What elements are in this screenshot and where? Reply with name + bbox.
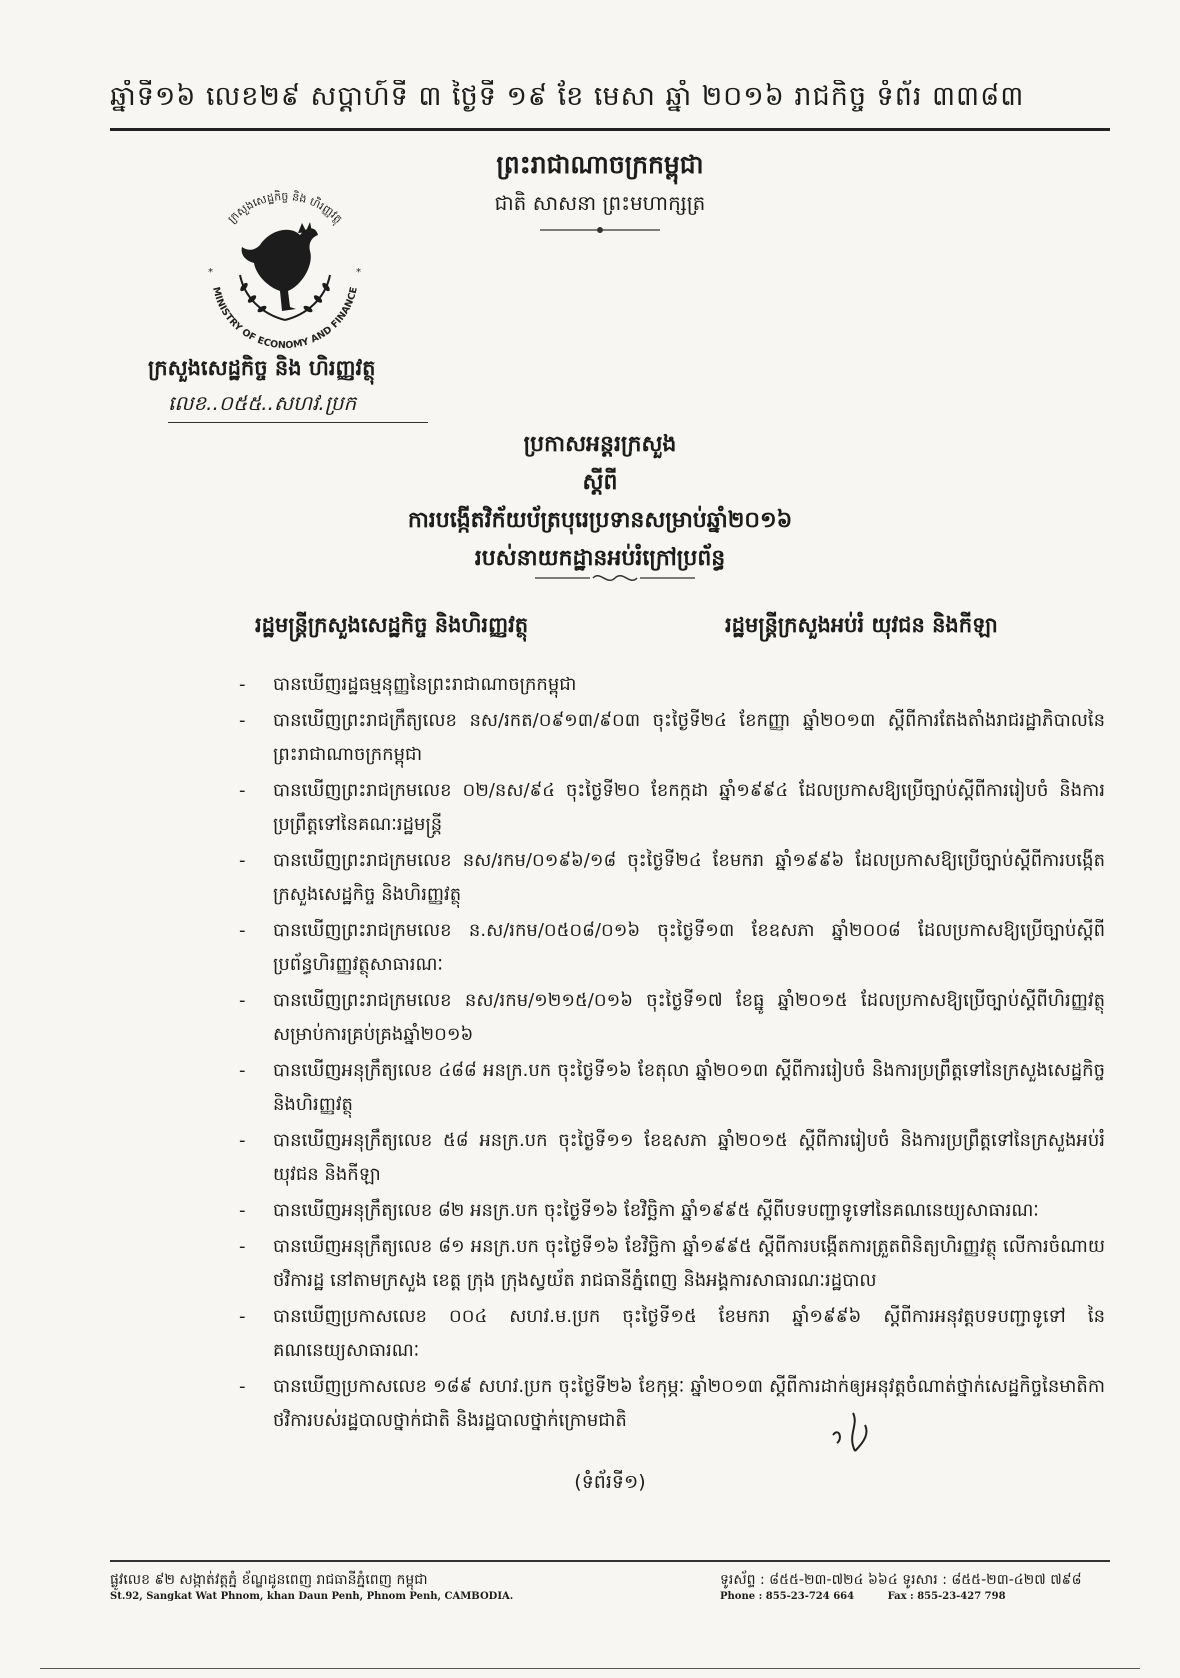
seal-text-bottom: MINISTRY OF ECONOMY AND FINANCE [210, 285, 360, 352]
address-khmer: ផ្លូវលេខ ៩២ សង្កាត់វត្តភ្នំ ខ័ណ្ឌដូនពេញ រាជធានីភ្នំពេញ កម្ពុជា [110, 1572, 428, 1588]
considerations-list [239, 668, 1105, 1440]
header-rule [110, 128, 1110, 131]
consideration-text: បានឃើញប្រកាសលេខ ១៨៩ សហវ.ប្រក ចុះថ្ងៃទី២៦ ខែកុម្ភៈ ឆ្នាំ២០១៣ ស្តីពីការដាក់ឲ្យអនុវត្តចំណាត់ថ្នាក់សេដ្ឋកិច្ចនៃមាតិកាថវិការបស់រដ្ឋបាលថ្នាក់ជាតិ និងរដ្ឋបាលថ្នាក់ក្រោមជាតិ [273, 1376, 1105, 1431]
list-item: - បានឃើញប្រកាសលេខ ១៨៩ សហវ.ប្រក ចុះថ្ងៃទី២៦ ខែកុម្ភៈ ឆ្នាំ២០១៣ ស្តីពីការដាក់ឲ្យអនុវត្តចំណាត់ថ្នាក់សេដ្ឋកិច្ចនៃមាតិកាថវិការបស់រដ្ឋបាលថ្នាក់ជាតិ និងរដ្ឋបាលថ្នាក់ក្រោមជាតិ [239, 1376, 1105, 1431]
phone-number: Phone : 855-23-724 664 [720, 1591, 855, 1602]
title-line-3: ការបង្កើតវិក័យប័ត្របុរេប្រទានសម្រាប់ឆ្នាំ២០១៦ [407, 507, 793, 533]
svg-text:*: * [208, 267, 213, 278]
consideration-text: បានឃើញប្រកាសលេខ ០០៤ សហវ.ម.ប្រក ចុះថ្ងៃទី១៥ ខែមករា ឆ្នាំ១៩៩៦ ស្តីពីការអនុវត្តបទបញ្ជាទូទៅ នៃគណនេយ្យសាធារណៈ [273, 1306, 1105, 1361]
list-item: - បានឃើញព្រះរាជក្រមលេខ ន.ស/រកម/០៥០៨/០១៦ ចុះថ្ងៃទី១៣ ខែឧសភា ឆ្នាំ២០០៨ ដែលប្រកាសឱ្យប្រើច្បាប់ស្តីពីប្រព័ន្ធហិរញ្ញវត្ថុសាធារណៈ [239, 920, 1105, 975]
seal-text-top: ក្រសួងសេដ្ឋកិច្ច និង ហិរញ្ញវត្ថុ [225, 189, 345, 226]
ministry-seal [190, 175, 380, 365]
title-ornament [535, 570, 695, 586]
list-item: - បានឃើញព្រះរាជក្រមលេខ ០២/នស/៩៤ ចុះថ្ងៃទី២០ ខែកក្កដា ឆ្នាំ១៩៩៤ ដែលប្រកាសឱ្យប្រើច្បាប់ស្តីពីការរៀបចំ និងការប្រព្រឹត្តទៅនៃគណៈរដ្ឋមន្ត្រី [239, 780, 1105, 835]
consideration-text: បានឃើញអនុក្រឹត្យលេខ ៤៨៨ អនក្រ.បក ចុះថ្ងៃទី១៦ ខែតុលា ឆ្នាំ២០១៣ ស្តីពីការរៀបចំ និងការប្រព្រឹត្តទៅនៃក្រសួងសេដ្ឋកិច្ច និងហិរញ្ញវត្ថុ [273, 1060, 1105, 1115]
title-line-1: ប្រកាសអន្តរក្រសួង [523, 431, 677, 457]
svg-text:*: * [356, 267, 361, 278]
list-item: - បានឃើញរដ្ឋធម្មនុញ្ញនៃព្រះរាជាណាចក្រកម្ពុជា [239, 674, 577, 695]
consideration-text: បានឃើញរដ្ឋធម្មនុញ្ញនៃព្រះរាជាណាចក្រកម្ពុជា [273, 674, 577, 695]
footer-contact [720, 1570, 1110, 1602]
consideration-text: បានឃើញព្រះរាជក្រឹត្យលេខ នស/រកត/០៩១៣/៩០៣ ចុះថ្ងៃទី២៤ ខែកញ្ញា ឆ្នាំ២០១៣ ស្តីពីការតែងតាំងរាជរដ្ឋាភិបាលនៃព្រះរាជាណាចក្រកម្ពុជា [273, 710, 1105, 765]
list-item: - បានឃើញព្រះរាជក្រមលេខ នស/រកម/១២១៥/០១៦ ចុះថ្ងៃទី១៧ ខែធ្នូ ឆ្នាំ២០១៥ ដែលប្រកាសឱ្យប្រើច្បាប់ស្តីពីហិរញ្ញវត្ថុសម្រាប់ការគ្រប់គ្រងឆ្នាំ២០១៦ [239, 990, 1105, 1045]
consideration-text: បានឃើញព្រះរាជក្រមលេខ នស/រកម/០១៩៦/១៨ ចុះថ្ងៃទី២៤ ខែមករា ឆ្នាំ១៩៩៦ ដែលប្រកាសឱ្យប្រើច្បាប់ស្តីពីការបង្កើតក្រសួងសេដ្ឋកិច្ច និងហិរញ្ញវត្ថុ [273, 850, 1105, 905]
contact-english [720, 1591, 1110, 1602]
title-line-4: របស់នាយកដ្ឋានអប់រំក្រៅប្រព័ន្ធ [474, 545, 726, 571]
title-line-2: ស្តីពី [582, 469, 618, 495]
ministry-name: ក្រសួងសេដ្ឋកិច្ច និង ហិរញ្ញវត្ថុ [148, 355, 376, 380]
document-title [290, 425, 910, 577]
national-motto: ជាតិ សាសនា ព្រះមហាក្សត្រ [494, 191, 706, 215]
consideration-text: បានឃើញព្រះរាជក្រមលេខ ន.ស/រកម/០៥០៨/០១៦ ចុះថ្ងៃទី១៣ ខែឧសភា ឆ្នាំ២០០៨ ដែលប្រកាសឱ្យប្រើច្បាប់ស្តីពីប្រព័ន្ធហិរញ្ញវត្ថុសាធារណៈ [273, 920, 1105, 975]
gazette-header: ឆ្នាំទី១៦ លេខ២៩ សប្តាហ៍ទី ៣ ថ្ងៃទី ១៩ ខែ មេសា ឆ្នាំ ២០១៦ រាជកិច្ច ទំព័រ ៣៣៨៣ [110, 81, 1025, 112]
list-item: - បានឃើញប្រកាសលេខ ០០៤ សហវ.ម.ប្រក ចុះថ្ងៃទី១៥ ខែមករា ឆ្នាំ១៩៩៦ ស្តីពីការអនុវត្តបទបញ្ជាទូទៅ នៃគណនេយ្យសាធារណៈ [239, 1306, 1105, 1361]
svg-text:ក្រសួងសេដ្ឋកិច្ច និង ហិរញ្ញវត្ [225, 189, 344, 227]
fax-number: Fax : 855-23-427 798 [887, 1591, 1006, 1602]
consideration-text: បានឃើញអនុក្រឹត្យលេខ ៨១ អនក្រ.បក ចុះថ្ងៃទី១៦ ខែវិច្ឆិកា ឆ្នាំ១៩៩៥ ស្តីពីការបង្កើតការត្រួតពិនិត្យហិរញ្ញវត្ថុ លើការចំណាយថវិការដ្ឋ នៅតាមក្រសួង ខេត្ត ក្រុង ក្រុងស្វយ័ត រាជធានីភ្នំពេញ និងអង្គការសាធារណៈរដ្ឋបាល [273, 1236, 1105, 1291]
consideration-text: បានឃើញព្រះរាជក្រមលេខ នស/រកម/១២១៥/០១៦ ចុះថ្ងៃទី១៧ ខែធ្នូ ឆ្នាំ២០១៥ ដែលប្រកាសឱ្យប្រើច្បាប់ស្តីពីហិរញ្ញវត្ថុសម្រាប់ការគ្រប់គ្រងឆ្នាំ២០១៦ [273, 990, 1105, 1045]
handwritten-initials [825, 1405, 885, 1455]
consideration-text: បានឃើញអនុក្រឹត្យលេខ ៨២ អនក្រ.បក ចុះថ្ងៃទី១៦ ខែវិច្ឆិកា ឆ្នាំ១៩៩៥ ស្តីពីបទបញ្ជាទូទៅនៃគណនេយ្យសាធារណៈ [273, 1200, 1039, 1221]
address-english: St.92, Sangkat Wat Phnom, khan Daun Penh, Phnom Penh, CAMBODIA. [110, 1591, 514, 1602]
motto-ornament [540, 225, 660, 235]
list-item: - បានឃើញអនុក្រឹត្យលេខ ៤៨៨ អនក្រ.បក ចុះថ្ងៃទី១៦ ខែតុលា ឆ្នាំ២០១៣ ស្តីពីការរៀបចំ និងការប្រព្រឹត្តទៅនៃក្រសួងសេដ្ឋកិច្ច និងហិរញ្ញវត្ថុ [239, 1060, 1105, 1115]
consideration-text: បានឃើញព្រះរាជក្រមលេខ ០២/នស/៩៤ ចុះថ្ងៃទី២០ ខែកក្កដា ឆ្នាំ១៩៩៤ ដែលប្រកាសឱ្យប្រើច្បាប់ស្តីពីការរៀបចំ និងការប្រព្រឹត្តទៅនៃគណៈរដ្ឋមន្ត្រី [273, 780, 1105, 835]
reference-number: លេខ..០៥៥..សហវ.ប្រក [168, 390, 428, 423]
signatory-finance-minister: រដ្ឋមន្ត្រីក្រសួងសេដ្ឋកិច្ច និងហិរញ្ញវត្ថុ [255, 612, 529, 637]
contact-khmer: ទូរស័ព្ទ : ៨៥៥-២៣-៧២៤ ៦៦៤ ទូរសារ : ៨៥៥-២៣-៤២៧ ៧៩៨ [720, 1572, 1082, 1588]
page-number: (ទំព័រទី១) [574, 1471, 646, 1493]
list-item: - បានឃើញអនុក្រឹត្យលេខ ៥៨ អនក្រ.បក ចុះថ្ងៃទី១១ ខែឧសភា ឆ្នាំ២០១៥ ស្តីពីការរៀបចំ និងការប្រព្រឹត្តទៅនៃក្រសួងអប់រំ យុវជន និងកីឡា [239, 1130, 1105, 1185]
footer-address [110, 1570, 630, 1602]
kingdom-heading: ព្រះរាជាណាចក្រកម្ពុជា [496, 150, 704, 179]
footer-rule [110, 1560, 1110, 1562]
signatory-education-minister: រដ្ឋមន្ត្រីក្រសួងអប់រំ យុវជន និងកីឡា [725, 612, 998, 637]
scan-edge-line [40, 1668, 1140, 1669]
list-item: - បានឃើញព្រះរាជក្រមលេខ នស/រកម/០១៩៦/១៨ ចុះថ្ងៃទី២៤ ខែមករា ឆ្នាំ១៩៩៦ ដែលប្រកាសឱ្យប្រើច្បាប់ស្តីពីការបង្កើតក្រសួងសេដ្ឋកិច្ច និងហិរញ្ញវត្ថុ [239, 850, 1105, 905]
list-item: - បានឃើញព្រះរាជក្រឹត្យលេខ នស/រកត/០៩១៣/៩០៣ ចុះថ្ងៃទី២៤ ខែកញ្ញា ឆ្នាំ២០១៣ ស្តីពីការតែងតាំងរាជរដ្ឋាភិបាលនៃព្រះរាជាណាចក្រកម្ពុជា [239, 710, 1105, 765]
list-item: - បានឃើញអនុក្រឹត្យលេខ ៨២ អនក្រ.បក ចុះថ្ងៃទី១៦ ខែវិច្ឆិកា ឆ្នាំ១៩៩៥ ស្តីពីបទបញ្ជាទូទៅនៃគណនេយ្យសាធារណៈ [239, 1200, 1039, 1221]
list-item: - បានឃើញអនុក្រឹត្យលេខ ៨១ អនក្រ.បក ចុះថ្ងៃទី១៦ ខែវិច្ឆិកា ឆ្នាំ១៩៩៥ ស្តីពីការបង្កើតការត្រួតពិនិត្យហិរញ្ញវត្ថុ លើការចំណាយថវិការដ្ឋ នៅតាមក្រសួង ខេត្ត ក្រុង ក្រុងស្វយ័ត រាជធានីភ្នំពេញ និងអង្គការសាធារណៈរដ្ឋបាល [239, 1236, 1105, 1291]
consideration-text: បានឃើញអនុក្រឹត្យលេខ ៥៨ អនក្រ.បក ចុះថ្ងៃទី១១ ខែឧសភា ឆ្នាំ២០១៥ ស្តីពីការរៀបចំ និងការប្រព្រឹត្តទៅនៃក្រសួងអប់រំ យុវជន និងកីឡា [273, 1130, 1105, 1185]
